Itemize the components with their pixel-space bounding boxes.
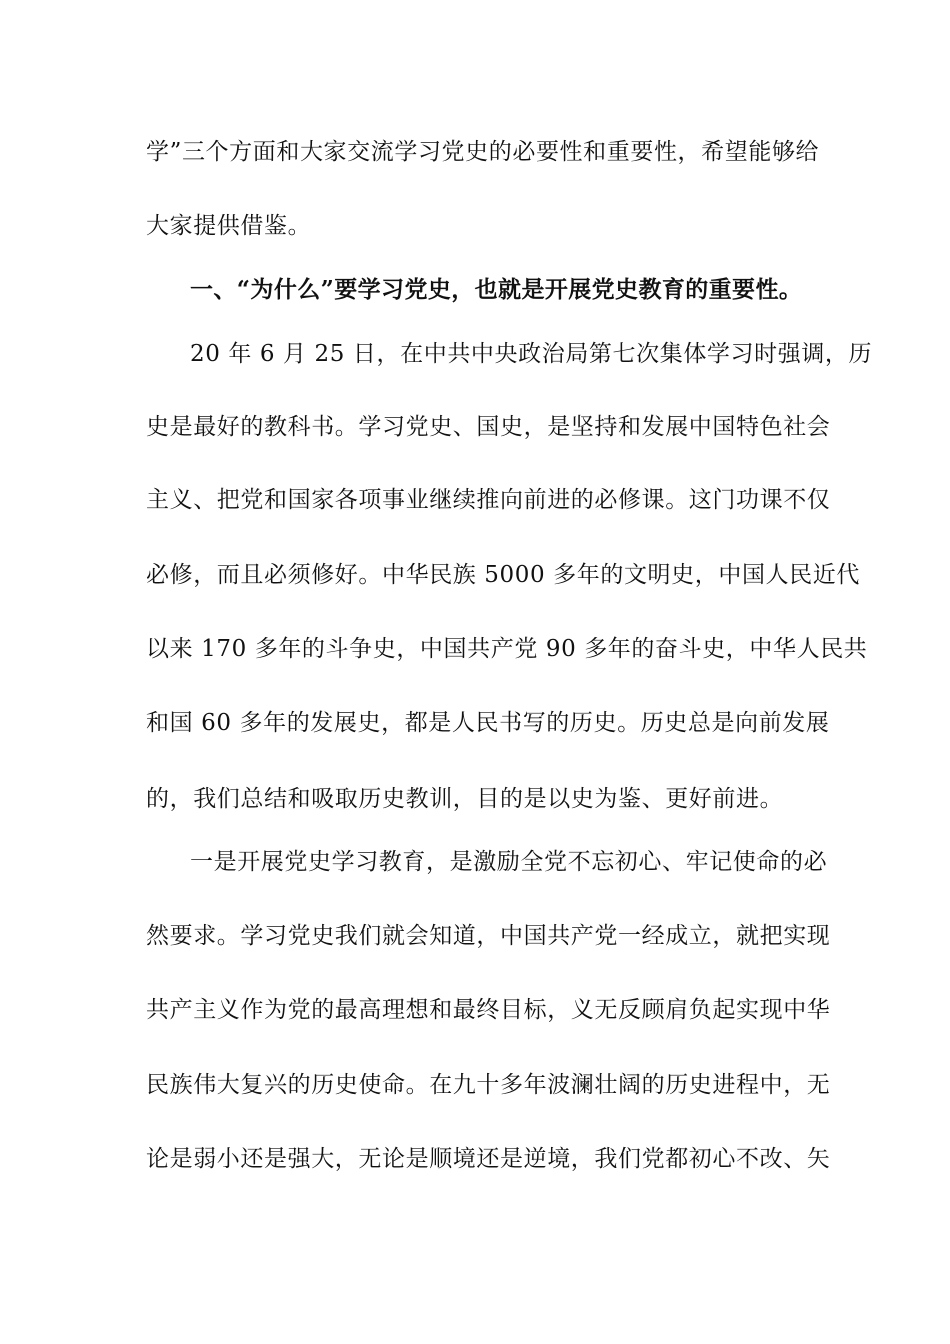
paragraph-body-2-line-1: 一是开展党史学习教育，是激励全党不忘初心、牢记使命的必 [190,849,828,875]
paragraph-body-1-line-6: 和国 60 多年的发展史，都是人民书写的历史。历史总是向前发展 [146,710,830,736]
paragraph-intro-line-1: 学”三个方面和大家交流学习党史的必要性和重要性，希望能够给 [146,139,820,165]
paragraph-body-1-line-2: 史是最好的教科书。学习党史、国史，是坚持和发展中国特色社会 [146,414,831,440]
paragraph-body-1-line-7: 的，我们总结和吸取历史教训，目的是以史为鉴、更好前进。 [146,786,784,812]
paragraph-body-1-line-5: 以来 170 多年的斗争史，中国共产党 90 多年的奋斗史，中华人民共 [146,636,868,662]
paragraph-body-2-line-2: 然要求。学习党史我们就会知道，中国共产党一经成立，就把实现 [146,923,831,949]
paragraph-body-1-line-1: 20 年 6 月 25 日，在中共中央政治局第七次集体学习时强调，历 [190,341,873,367]
paragraph-body-2-line-4: 民族伟大复兴的历史使命。在九十多年波澜壮阔的历史进程中，无 [146,1072,831,1098]
paragraph-body-2-line-5: 论是弱小还是强大，无论是顺境还是逆境，我们党都初心不改、矢 [146,1146,831,1172]
paragraph-body-1-line-4: 必修，而且必须修好。中华民族 5000 多年的文明史，中国人民近代 [146,562,860,588]
paragraph-intro-line-2: 大家提供借鉴。 [146,213,312,239]
section-heading: 一、“为什么”要学习党史，也就是开展党史教育的重要性。 [190,276,803,303]
paragraph-body-1-line-3: 主义、把党和国家各项事业继续推向前进的必修课。这门功课不仅 [146,487,831,513]
paragraph-body-2-line-3: 共产主义作为党的最高理想和最终目标，义无反顾肩负起实现中华 [146,997,831,1023]
